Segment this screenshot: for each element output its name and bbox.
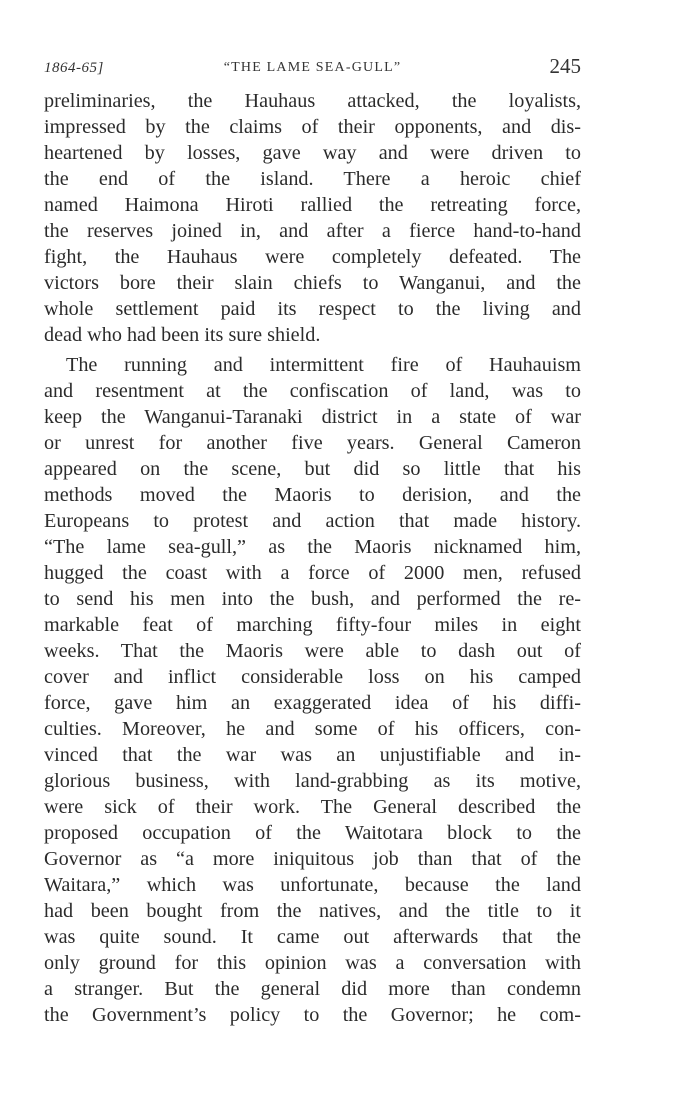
text-line: The running and intermittent fire of Hauhauism <box>66 354 581 376</box>
paragraph-1 <box>44 88 581 348</box>
text-line: weeks. That the Maoris were able to dash out of <box>44 640 581 662</box>
text-line: had been bought from the natives, and the title to it <box>44 900 581 922</box>
text-line: vinced that the war was an unjustifiable and in- <box>44 744 581 766</box>
text-line: methods moved the Maoris to derision, and the <box>44 484 581 506</box>
header-title: “THE LAME SEA-GULL” <box>223 60 402 75</box>
text-line: heartened by losses, gave way and were driven to <box>44 142 581 164</box>
text-line: or unrest for another five years. General Cameron <box>44 432 581 454</box>
text-line: dead who had been its sure shield. <box>44 324 321 346</box>
book-page <box>44 54 581 1028</box>
page-number: 245 <box>549 54 581 78</box>
text-line: to send his men into the bush, and performed the re- <box>44 588 581 610</box>
running-head <box>44 54 581 88</box>
text-line: was quite sound. It came out afterwards that the <box>44 926 581 948</box>
text-line: a stranger. But the general did more than condemn <box>44 978 581 1000</box>
text-line: force, gave him an exaggerated idea of his diffi- <box>44 692 581 714</box>
text-line: markable feat of marching fifty-four miles in eight <box>44 614 581 636</box>
text-line: preliminaries, the Hauhaus attacked, the loyalists, <box>44 90 581 112</box>
text-line: Waitara,” which was unfortunate, because the land <box>44 874 581 896</box>
text-line: were sick of their work. The General described the <box>44 796 581 818</box>
text-line: only ground for this opinion was a conversation with <box>44 952 581 974</box>
text-line: the Government’s policy to the Governor; he com- <box>44 1004 581 1026</box>
text-line: keep the Wanganui-Taranaki district in a state of war <box>44 406 581 428</box>
text-line: whole settlement paid its respect to the living and <box>44 298 581 320</box>
text-line: glorious business, with land-grabbing as its motive, <box>44 770 581 792</box>
text-line: cover and inflict considerable loss on his camped <box>44 666 581 688</box>
text-line: named Haimona Hiroti rallied the retreating force, <box>44 194 581 216</box>
text-line: culties. Moreover, he and some of his officers, con- <box>44 718 581 740</box>
text-line: Europeans to protest and action that made history. <box>44 510 581 532</box>
body-text <box>44 88 581 1028</box>
header-years: 1864-65] <box>44 60 104 76</box>
text-line: hugged the coast with a force of 2000 men, refused <box>44 562 581 584</box>
text-line: appeared on the scene, but did so little that his <box>44 458 581 480</box>
text-line: the end of the island. There a heroic chief <box>44 168 581 190</box>
text-line: proposed occupation of the Waitotara block to the <box>44 822 581 844</box>
text-line: the reserves joined in, and after a fierce hand-to-hand <box>44 220 581 242</box>
text-line: impressed by the claims of their opponents, and dis- <box>44 116 581 138</box>
text-line: “The lame sea-gull,” as the Maoris nicknamed him, <box>44 536 581 558</box>
paragraph-2 <box>44 352 581 1028</box>
text-line: victors bore their slain chiefs to Wanganui, and the <box>44 272 581 294</box>
text-line: fight, the Hauhaus were completely defeated. The <box>44 246 581 268</box>
text-line: and resentment at the confiscation of land, was to <box>44 380 581 402</box>
text-line: Governor as “a more iniquitous job than that of the <box>44 848 581 870</box>
